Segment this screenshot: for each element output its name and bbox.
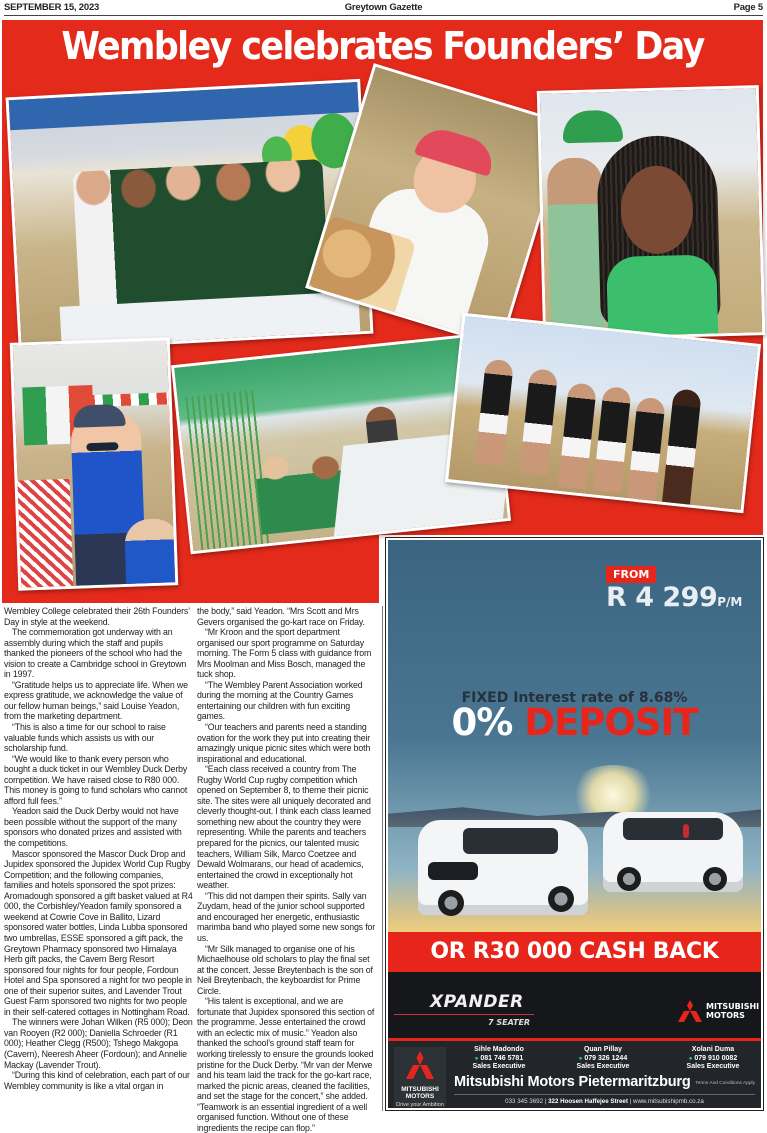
dealer-street: 322 Hoosen Haffejee Street xyxy=(548,1098,628,1105)
article-paragraph: The commemoration got underway with an assembly during which the staff and pupils thanked the pioneers of the school who had the vision to create a Cambridge school in Greytown in 1997. xyxy=(4,627,187,680)
three-diamonds-icon xyxy=(678,1000,702,1022)
headline: Wembley celebrates Founders’ Day xyxy=(61,24,704,68)
article-paragraph: “His talent is exceptional, and we are fortunate that Jupidex sponsored this section of the programme. Jesse entertained the crowd with an eclectic mix of music.” Yeadon also thanked the school’s ground staff team for working tirelessly to ensure the grounds looked pristine for the Duck Derby. “Mr van der Merwe and his team laid the track for the go-kart race, marked the picnic areas, cleaned the facilities, and set the stage for the concert,” she added. xyxy=(197,996,375,1102)
article-paragraph: “This is also a time for our school to raise valuable funds which assists us with our scholarship fund. xyxy=(4,722,166,754)
monthly-price: R 4 299P/M xyxy=(606,582,743,613)
article-paragraph: “During this kind of celebration, each part of our Wembley community is like a vital organ in xyxy=(4,1070,190,1091)
deposit-offer: 0% DEPOSIT xyxy=(451,701,698,744)
mitsubishi-diamonds-icon xyxy=(406,1051,434,1079)
dealer-website-link[interactable]: www.mitsubishipmb.co.za xyxy=(632,1098,704,1105)
mitsubishi-logo: MITSUBISHI MOTORS xyxy=(678,1000,759,1022)
car-front-view xyxy=(418,820,588,915)
article-paragraph: “Gratitude helps us to appreciate life. When we express gratitude, we acknowledge the value of our fellow human beings,” said Louise Yeadon, from the marketing department. xyxy=(4,679,188,722)
article-paragraph: “Mr Kroon and the sport department organised our sport programme on Saturday morning. The Form 5 class with guidance from Mrs Moolman and Miss Bosch, managed the tuck shop. xyxy=(197,627,372,680)
article-paragraph: “This did not dampen their spirits. Sally van Zuydam, head of the junior school supported and encouraged her energetic, enthusiastic marimba band who played some new songs for us. xyxy=(197,890,376,943)
article-paragraph: the body,” said Yeadon. “Mrs Scott and Mrs Gevers organised the go-kart race on Friday. xyxy=(197,606,365,627)
cash-back-banner: OR R30 000 CASH BACK xyxy=(388,932,761,972)
photo-group-gazebo xyxy=(6,79,374,352)
issue-date: SEPTEMBER 15, 2023 xyxy=(4,2,100,13)
whatsapp-phone[interactable]: ● 079 910 0082 xyxy=(668,1055,758,1064)
price-suffix: P/M xyxy=(717,595,743,609)
dealer-address: 033 345 3692 | 322 Hoosen Haffejee Street | www.mitsubishipmb.co.za xyxy=(505,1098,704,1105)
column-divider xyxy=(382,606,383,1111)
article-paragraph: Wembley College celebrated their 26th Founders’ Day in style at the weekend. xyxy=(4,606,190,627)
model-subtitle: 7 SEATER xyxy=(488,1018,531,1027)
brand-tagline: Drive your Ambition xyxy=(396,1102,444,1108)
article-paragraph: “Teamwork is an essential ingredient of a well organised function. Without one of these ingredients the recipe can flop.” xyxy=(197,1101,368,1133)
dealer-phone[interactable]: 033 345 3692 xyxy=(505,1098,544,1105)
article-paragraph: “Each class received a country from The Rugby World Cup rugby competition which opened on September 8, to theme their picnic site. The sites were all uniquely decorated and cleverly thought-out. I think each class learned something new about the country they were representing. While the parents and teachers prepared for the picnics, our talented music teachers, William Silk, Marco Coetzee and Dewald Wolmarans, our head of academics, entertained the crowd in exceptionally hot weather. xyxy=(197,764,371,891)
contact-sihle: Sihle Madondo ● 081 746 5781 Sales Executive xyxy=(454,1046,544,1072)
article-paragraph: “Our teachers and parents need a standing ovation for the work they put into creating their amazingly unique picnic sites which were both inspirational and educational. xyxy=(197,722,371,764)
mitsubishi-advert xyxy=(385,537,764,1111)
model-logo: XPANDER xyxy=(430,992,524,1012)
photo-girl-green xyxy=(537,85,765,341)
from-badge: FROM xyxy=(606,566,656,583)
page-header xyxy=(4,0,763,16)
whatsapp-phone[interactable]: ● 079 326 1244 xyxy=(558,1055,648,1064)
car-rear-view xyxy=(603,812,743,892)
article-paragraph: “Mr Silk managed to organise one of his Michaelhouse old scholars to play the final set at the concert. Jesse Breytenbach is the son of Neil Breytenbach, the keyboardist for Prime Circle. xyxy=(197,943,373,996)
dealer-logo: MITSUBISHI MOTORS Drive your Ambition xyxy=(394,1047,446,1107)
photo-dancers xyxy=(445,313,761,513)
whatsapp-phone[interactable]: ● 081 746 5781 xyxy=(454,1055,544,1064)
model-band xyxy=(388,972,761,1038)
page-number: Page 5 xyxy=(733,2,763,13)
article-paragraph: “The Wembley Parent Association worked during the morning at the Country Games entertaining our children with fun exciting games. xyxy=(197,679,363,722)
interest-rate: FIXED Interest rate of 8.68% xyxy=(461,690,688,706)
article-paragraph: The winners were Johan Wilken (R5 000); Deon van Rooyen (R2 000); Daniella Schroeder (R1 000); Heather Clegg (R500); Tshego Makgopa (Cavern), Neeresh Aheer (Fordoun); and Annelie Mackay (Lavender Trout). xyxy=(4,1017,193,1070)
dealer-name: Mitsubishi Motors Pietermaritzburg xyxy=(454,1074,691,1090)
article-paragraph: Yeadon said the Duck Derby would not have been possible without the support of the many sponsors who donated prizes and assisted with the competitions. xyxy=(4,806,182,849)
article-column-2 xyxy=(197,606,378,1133)
contact-xolani: Xolani Duma ● 079 910 0082 Sales Executive xyxy=(668,1046,758,1072)
contact-quan: Quan Pillay ● 079 326 1244 Sales Executive xyxy=(558,1046,648,1072)
terms-note: Terms And Conditions Apply xyxy=(695,1081,755,1086)
publication-name: Greytown Gazette xyxy=(344,2,423,13)
article-paragraph: Mascor sponsored the Mascor Duck Drop and Jupidex sponsored the Jupidex World Cup Rugby Competition; and the following companies, families and hotels sponsored the spot prizes: Aromadough sponsored a gift basket valued at R4 000, the Corbishley/Yeadon family sponsored a weekend at Cowrie Cove in Ballito, Lizard sponsored water bottles, Linda Lubba sponsored two umbrellas, ESSE sponsored a gift pack, the Greytown Pharmacy sponsored two Himalaya Herb gift packs, the Cavern Berg Resort sponsored four nights for four people, Fordoun Hotel and Spa sponsored a night for two people in one of their superior suites, and Lavender Trout Guest Farm sponsored two nights for two people in their self-catered cottages in Nottingham Road. xyxy=(4,848,193,1017)
dealer-footer xyxy=(388,1041,761,1108)
article-column-1 xyxy=(4,606,194,1091)
article-paragraph: “We would like to thank every person who bought a duck ticket in our Wembley Duck Derby competition. We have raised close to R80 000. This money is going to fund scholars who cannot afford full fees.” xyxy=(4,753,188,806)
photo-boy-moustache xyxy=(10,337,179,590)
